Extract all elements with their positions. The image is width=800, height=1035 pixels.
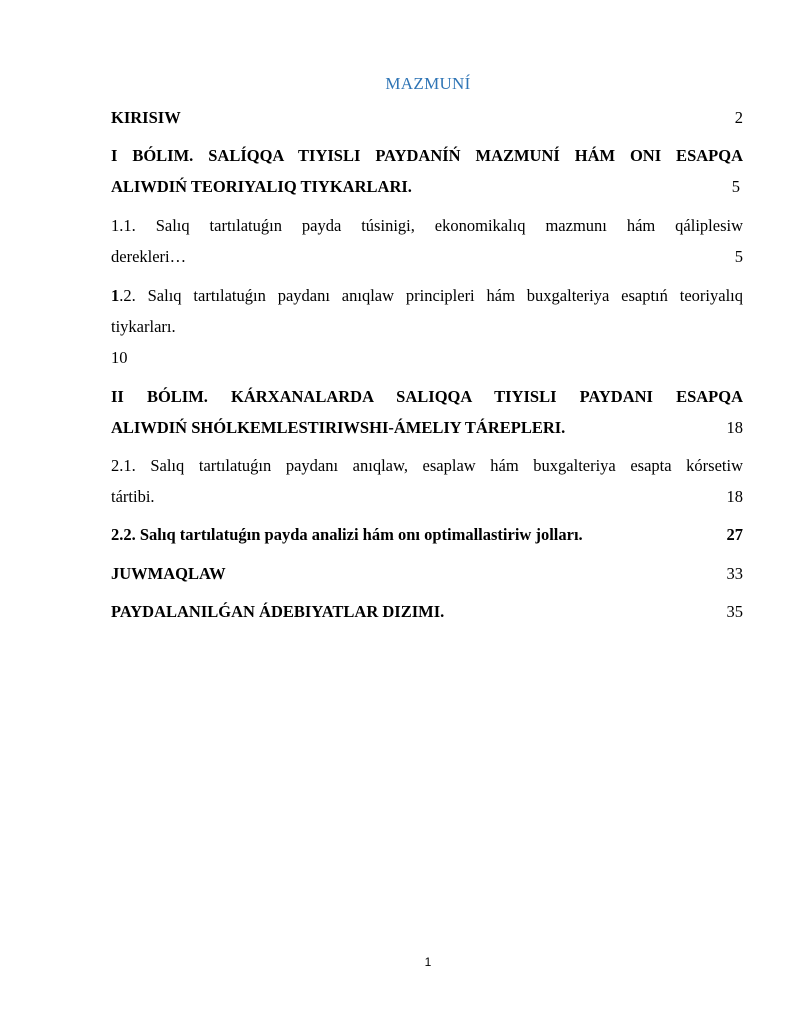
toc-entry-text: 2.2. Salıq tartılatuǵın payda analizi hám onı optimallastiriw jolları. [111, 525, 583, 544]
toc-entry-prefix: 1 [111, 286, 120, 305]
toc-entry-chapter-1-line-2[interactable] [111, 177, 743, 197]
toc-entry-text: .2. Salıq tartılatuǵın paydanı anıqlaw principleri hám buxgalteriya esaptıń teoriyalıq [119, 286, 743, 305]
toc-entry-text: I BÓLIM. SALÍQQA TIYISLI PAYDANÍŃ MAZMUNÍ HÁM ONI ESAPQA [111, 146, 743, 165]
toc-entry-section-1-2-page[interactable] [111, 348, 743, 368]
toc-entry-chapter-1-line-1[interactable] [111, 146, 743, 166]
toc-entry-text: JUWMAQLAW [111, 564, 226, 583]
toc-entry-text: II BÓLIM. KÁRXANALARDA SALIQQA TIYISLI PAYDANI ESAPQA [111, 387, 743, 406]
toc-entry-text: tiykarları. [111, 317, 176, 336]
toc-entry-page: 5 [731, 177, 740, 196]
toc-entry-section-2-1-line-1[interactable] [111, 456, 743, 476]
toc-entry-bibliography[interactable] [111, 602, 743, 622]
toc-entry-page: 18 [726, 487, 743, 506]
toc-entry-juwmaqlaw[interactable] [111, 564, 743, 584]
toc-entry-section-1-1-line-1[interactable] [111, 216, 743, 236]
toc-entry-text: 2.1. Salıq tartılatuǵın paydanı anıqlaw, esaplaw hám buxgalteriya esapta kórsetiw [111, 456, 743, 475]
toc-entry-text: ALIWDIŃ TEORIYALIQ TIYKARLARI. [111, 177, 412, 196]
toc-entry-page: 5 [734, 247, 743, 266]
toc-entry-page: 18 [726, 418, 743, 437]
toc-entry-kirisiw[interactable] [111, 108, 743, 128]
toc-entry-section-1-2-line-2[interactable] [111, 317, 743, 337]
toc-entry-page: 10 [111, 348, 128, 367]
toc-entry-text: 1.1. Salıq tartılatuǵın payda túsinigi, ekonomikalıq mazmunı hám qáliplesiw [111, 216, 743, 235]
toc-entry-section-1-1-line-2[interactable] [111, 247, 743, 267]
page-number: 1 [424, 955, 432, 969]
toc-entry-section-2-2[interactable] [111, 525, 743, 545]
toc-entry-page: 35 [726, 602, 743, 621]
toc-title: MAZMUNÍ [385, 74, 471, 93]
toc-entry-text: tártibi. [111, 487, 155, 506]
toc-entry-text: KIRISIW [111, 108, 181, 127]
toc-entry-section-2-1-line-2[interactable] [111, 487, 743, 507]
toc-entry-text: PAYDALANILǴAN ÁDEBIYATLAR DIZIMI. [111, 602, 445, 621]
toc-entry-text: derekleri… [111, 247, 187, 266]
toc-entry-section-1-2-line-1[interactable] [111, 286, 743, 306]
toc-entry-text: ALIWDIŃ SHÓLKEMLESTIRIWSHI-ÁMELIY TÁREPLERI. [111, 418, 566, 437]
toc-entry-page: 2 [734, 108, 743, 127]
toc-entry-page: 27 [726, 525, 743, 544]
toc-entry-page: 33 [726, 564, 743, 583]
toc-entry-chapter-2-line-1[interactable] [111, 387, 743, 407]
toc-entry-chapter-2-line-2[interactable] [111, 418, 743, 438]
